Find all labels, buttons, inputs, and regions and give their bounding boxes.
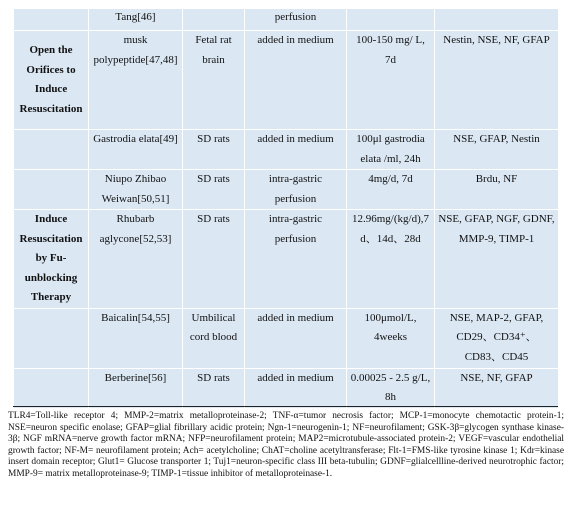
model-cell: Umbilical cord blood bbox=[183, 308, 245, 368]
dose-cell bbox=[347, 9, 435, 31]
table-bottom-rule bbox=[13, 406, 558, 407]
model-cell: SD rats bbox=[183, 368, 245, 408]
markers-cell: NSE, GFAP, NGF, GDNF, MMP-9, TIMP-1 bbox=[435, 210, 559, 309]
markers-cell bbox=[435, 9, 559, 31]
data-table bbox=[13, 8, 559, 409]
drug-cell: Gastrodia elata[49] bbox=[89, 130, 183, 170]
method-cell: added in medium bbox=[245, 368, 347, 408]
method-cell: intra-gastric perfusion bbox=[245, 210, 347, 309]
method-cell: perfusion bbox=[245, 9, 347, 31]
table-footnote: TLR4=Toll-like receptor 4; MMP-2=matrix metalloproteinase-2; TNF-α=tumor necrosis factor; MCP-1=monocyte chemotactic protein-1; NSE=neuron specific enolase; GFAP=glial fibrillary acidic protein; Ngn-1=neurogenin-1; NF=neurofilament; GSK-3β=glycogen synthase kinase-3β; NGF mRNA=nerve growth factor mRNA; NFP=neurofilament protein; MAP2=microtubule-associated protein-2; VEGF=vascular endothelial growth factor; NF-M= neurofilament protein; Ach= acetylcholine; ChAT=choline acetyltransferase; Flt-1=FMS-like tyrosine kinase 1; Kdr=kinase insert domain receptor; Glut1= Glucose transporter 1; Tuj1=neuron-specific class III beta-tubulin; GDNF=glialcellline-derived neurotrophic factor; MMP-9= matrix metalloproteinase-9; TIMP-1=tissue inhibitor of metalloproteinase-1. bbox=[8, 411, 564, 479]
drug-cell: Tang[46] bbox=[89, 9, 183, 31]
markers-cell: NSE, NF, GFAP bbox=[435, 368, 559, 408]
markers-cell: NSE, MAP-2, GFAP, CD29、CD34⁺、CD83、CD45 bbox=[435, 308, 559, 368]
group-cell bbox=[14, 170, 89, 210]
dose-cell: 12.96mg/(kg/d),7 d、14d、28d bbox=[347, 210, 435, 309]
table-row bbox=[14, 170, 559, 210]
dose-cell: 100μmol/L, 4weeks bbox=[347, 308, 435, 368]
table-row bbox=[14, 308, 559, 368]
drug-cell: Berberine[56] bbox=[89, 368, 183, 408]
markers-cell: Brdu, NF bbox=[435, 170, 559, 210]
markers-cell: NSE, GFAP, Nestin bbox=[435, 130, 559, 170]
group-cell bbox=[14, 130, 89, 170]
model-cell: SD rats bbox=[183, 170, 245, 210]
method-cell: intra-gastric perfusion bbox=[245, 170, 347, 210]
drug-cell: Baicalin[54,55] bbox=[89, 308, 183, 368]
dose-cell: 4mg/d, 7d bbox=[347, 170, 435, 210]
table-row bbox=[14, 368, 559, 408]
group-cell: Open the Orifices to Induce Resuscitation bbox=[14, 31, 89, 130]
dose-cell: 100μl gastrodia elata /ml, 24h bbox=[347, 130, 435, 170]
dose-cell: 100-150 mg/ L, 7d bbox=[347, 31, 435, 130]
method-cell: added in medium bbox=[245, 31, 347, 130]
model-cell: Fetal rat brain bbox=[183, 31, 245, 130]
method-cell: added in medium bbox=[245, 130, 347, 170]
table-row bbox=[14, 31, 559, 130]
method-cell: added in medium bbox=[245, 308, 347, 368]
group-cell bbox=[14, 9, 89, 31]
model-cell: SD rats bbox=[183, 210, 245, 309]
group-cell: Induce Resuscitation by Fu-unblocking Therapy bbox=[14, 210, 89, 309]
table-row bbox=[14, 210, 559, 309]
markers-cell: Nestin, NSE, NF, GFAP bbox=[435, 31, 559, 130]
drug-cell: Rhubarb aglycone[52,53] bbox=[89, 210, 183, 309]
dose-cell: 0.00025 - 2.5 g/L, 8h bbox=[347, 368, 435, 408]
table-row bbox=[14, 9, 559, 31]
drug-cell: musk polypeptide[47,48] bbox=[89, 31, 183, 130]
model-cell: SD rats bbox=[183, 130, 245, 170]
model-cell bbox=[183, 9, 245, 31]
table-row bbox=[14, 130, 559, 170]
drug-cell: Niupo Zhibao Weiwan[50,51] bbox=[89, 170, 183, 210]
group-cell bbox=[14, 308, 89, 368]
group-cell bbox=[14, 368, 89, 408]
